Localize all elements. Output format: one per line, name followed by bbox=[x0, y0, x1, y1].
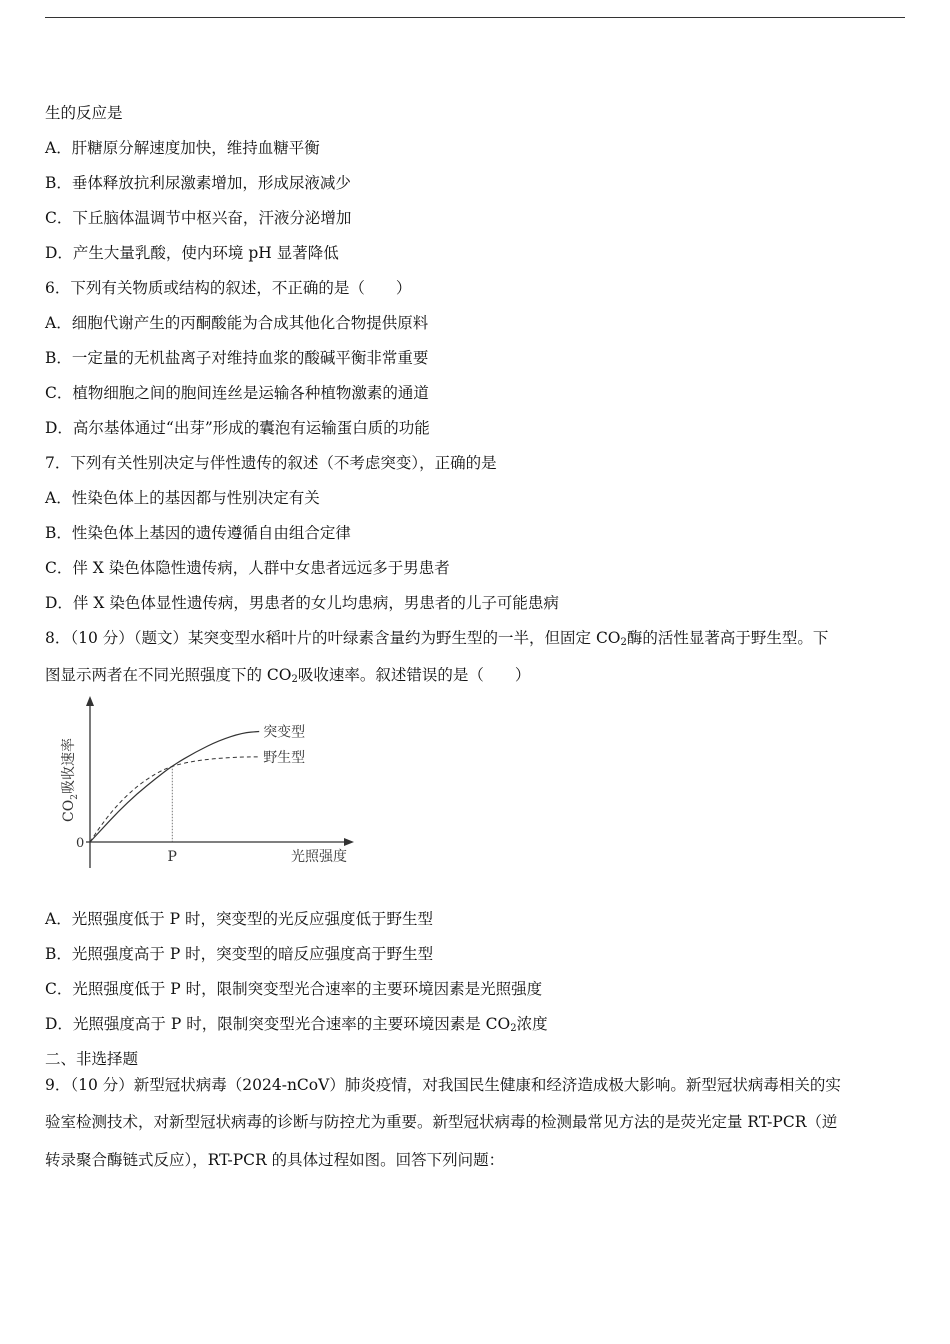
section-heading: 二、非选择题 bbox=[45, 1050, 139, 1068]
option-a: A．性染色体上的基因都与性别决定有关 bbox=[45, 489, 320, 507]
question-8-line-1 bbox=[45, 628, 828, 648]
y-axis-label bbox=[60, 738, 80, 822]
option-b: B．性染色体上基因的遗传遵循自由组合定律 bbox=[45, 524, 351, 542]
option-d-text: 浓度 bbox=[516, 1015, 548, 1033]
q8-text-part: 8．（10 分）（题文）某突变型水稻叶片的叶绿素含量约为野生型的一半，但固定 CO bbox=[45, 629, 621, 647]
series-line-1 bbox=[90, 757, 259, 842]
svg-text:CO2吸收速率 bbox=[60, 738, 80, 822]
option-c: C．植物细胞之间的胞间连丝是运输各种植物激素的通道 bbox=[45, 384, 429, 402]
option-a: A．光照强度低于 P 时，突变型的光反应强度低于野生型 bbox=[45, 910, 433, 928]
co2-absorption-chart bbox=[40, 690, 370, 875]
subscript-2: 2 bbox=[620, 637, 627, 648]
q8-text-part: 图显示两者在不同光照强度下的 CO bbox=[45, 666, 292, 684]
question-8-line-2 bbox=[45, 665, 530, 685]
ylabel-sub: 2 bbox=[70, 794, 80, 800]
q8-text-part: 吸收速率。叙述错误的是（ ） bbox=[297, 666, 531, 684]
option-d-text: D．光照强度高于 P 时，限制突变型光合速率的主要环境因素是 CO bbox=[45, 1015, 511, 1033]
option-d bbox=[45, 1014, 548, 1034]
option-d: D．高尔基体通过“出芽”形成的囊泡有运输蛋白质的功能 bbox=[45, 419, 430, 437]
series-layer bbox=[90, 724, 305, 842]
option-b: B．一定量的无机盐离子对维持血浆的酸碱平衡非常重要 bbox=[45, 349, 429, 367]
subscript-2: 2 bbox=[510, 1023, 517, 1034]
ylabel-rest: 吸收速率 bbox=[61, 738, 77, 795]
x-axis-arrow bbox=[344, 838, 354, 846]
option-a: A．肝糖原分解速度加快，维持血糖平衡 bbox=[45, 139, 320, 157]
x-axis-label: 光照强度 bbox=[291, 849, 347, 865]
x-marker-label: P bbox=[167, 849, 177, 865]
series-line-0 bbox=[90, 732, 259, 842]
option-c: C．下丘脑体温调节中枢兴奋，汗液分泌增加 bbox=[45, 209, 352, 227]
ylabel-main: CO bbox=[61, 799, 77, 822]
question-7: 7．下列有关性别决定与伴性遗传的叙述（不考虑突变），正确的是 bbox=[45, 454, 497, 472]
series-label-1: 野生型 bbox=[263, 749, 306, 766]
option-d: D．伴 X 染色体显性遗传病，男患者的女儿均患病，男患者的儿子可能患病 bbox=[45, 594, 559, 612]
question-9-line-2: 验室检测技术，对新型冠状病毒的诊断与防控尤为重要。新型冠状病毒的检测最常见方法的是荧光定量 RT-PCR（逆 bbox=[45, 1113, 838, 1131]
question-9-line-3: 转录聚合酶链式反应），RT-PCR 的具体过程如图。回答下列问题： bbox=[45, 1151, 505, 1169]
origin-label: 0 bbox=[76, 836, 85, 851]
y-axis-arrow bbox=[86, 696, 94, 706]
option-c: C．伴 X 染色体隐性遗传病，人群中女患者远远多于男患者 bbox=[45, 559, 450, 577]
option-a: A．细胞代谢产生的丙酮酸能为合成其他化合物提供原料 bbox=[45, 314, 429, 332]
question-6: 6．下列有关物质或结构的叙述，不正确的是（ ） bbox=[45, 279, 412, 297]
header-rule bbox=[45, 17, 905, 18]
text-line: 生的反应是 bbox=[45, 104, 123, 122]
question-9-line-1: 9．（10 分）新型冠状病毒（2024-nCoV）肺炎疫情，对我国民生健康和经济造成极大影响。新型冠状病毒相关的实 bbox=[45, 1076, 841, 1094]
subscript-2: 2 bbox=[291, 674, 298, 685]
q8-text-part: 酶的活性显著高于野生型。下 bbox=[626, 629, 829, 647]
option-d: D．产生大量乳酸，使内环境 pH 显著降低 bbox=[45, 244, 339, 262]
series-label-0: 突变型 bbox=[263, 724, 306, 741]
option-c: C．光照强度低于 P 时，限制突变型光合速率的主要环境因素是光照强度 bbox=[45, 980, 543, 998]
option-b: B．垂体释放抗利尿激素增加，形成尿液减少 bbox=[45, 174, 351, 192]
option-b: B．光照强度高于 P 时，突变型的暗反应强度高于野生型 bbox=[45, 945, 434, 963]
